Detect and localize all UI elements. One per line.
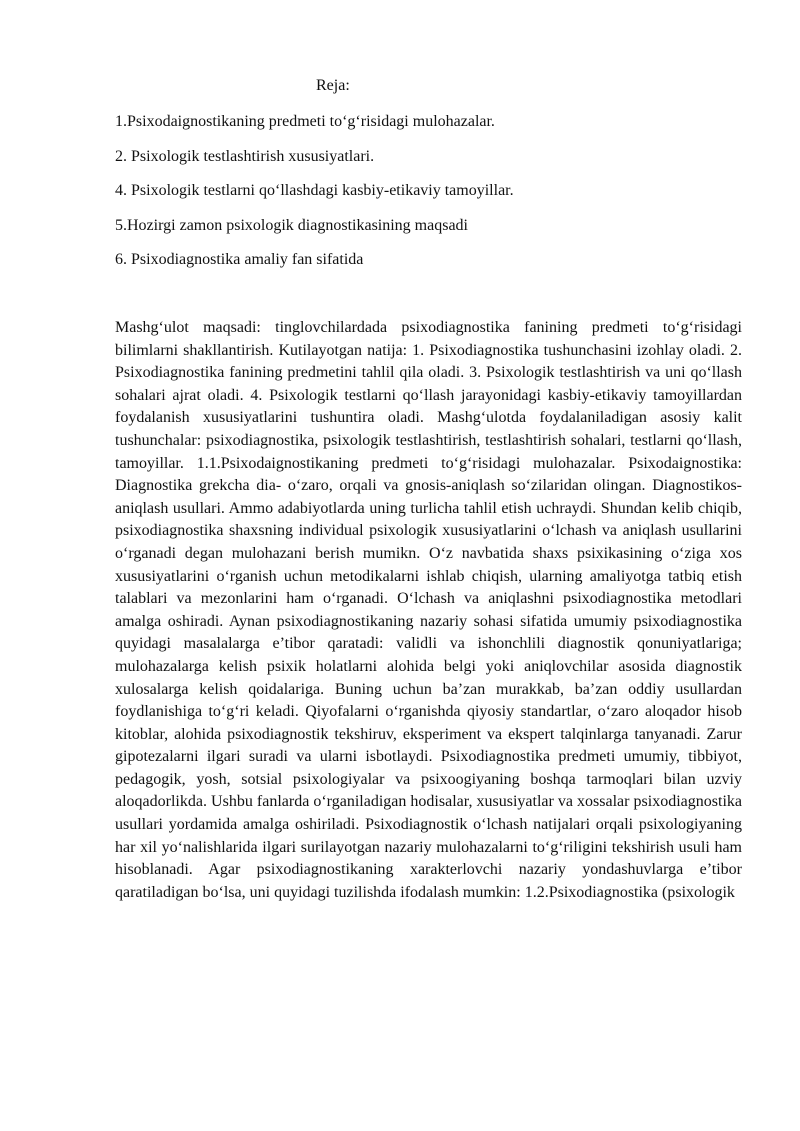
plan-heading: Reja: bbox=[316, 77, 350, 94]
plan-item-5: 5.Hozirgi zamon psixologik diagnostikasining maqsadi bbox=[115, 216, 468, 234]
plan-list bbox=[115, 112, 745, 285]
body-paragraph: Mashg‘ulot maqsadi: tinglovchilardada psixodiagnostika fanining predmeti to‘g‘risidagi bilimlarni shakllantirish. Kutilayotgan natija: 1. Psixodiagnostika tushunchasini izohlay oladi. 2. Psixodiagnostika fanining predmetini tahlil qila oladi. 3. Psixologik testlashtirish va uni qo‘llash sohalari ajrat oladi. 4. Psixologik testlarni qo‘llash jarayonidagi kasbiy-etikaviy tamoyillardan foydalanish xususiyatlarini tushuntira oladi. Mashg‘ulotda foydalaniladigan asosiy kalit tushunchalar: psixodiagnostika, psixologik testlashtirish, testlashtirish sohalari, testlarni qo‘llash, tamoyillar. 1.1.Psixodaignostikaning predmeti to‘g‘risidagi mulohazalar. Psixodaignostika: Diagnostika grekcha dia- o‘zaro, orqali va gnosis-aniqlash so‘zilaridan olingan. Diagnostikos-aniqlash usullari. Ammo adabiyotlarda uning turlicha tahlil etish uchraydi. Shundan kelib chiqib, psixodiagnostika shaxsning individual psixologik xususiyatlarini o‘lchash va aniqlash usullarini o‘rganadi degan mulohazani berish mumikn. O‘z navbatida shaxs psixikasining o‘ziga xos xususiyatlarini o‘rganish uchun metodikalarni ishlab chiqish, ularning amaliyotga tatbiq etish talablari va mezonlarini ham o‘rganadi. O‘lchash va aniqlashni psixodiagnostika metodlari amalga oshiradi. Aynan psixodiagnostikaning nazariy sohasi sifatida umumiy psixodiagnostika quyidagi masalalarga e’tibor qaratadi: validli va ishonchlili diagnostik qonuniyatlariga; mulohazalarga kelish psixik holatlarni alohida belgi yoki aniqlovchilar asosida diagnostik xulosalarga kelish qoidalariga. Buning uchun ba’zan murakkab, ba’zan oddiy usullardan foydlanishiga to‘g‘ri keladi. Qiyofalarni o‘rganishda qiyosiy standartlar, o‘zaro aloqador hisob kitoblar, alohida psixodiagnostik tekshiruv, eksperiment va ekspert talqinlarga tanyanadi. Zarur gipotezalarni ilgari suradi va ularni isbotlaydi. Psixodiagnostika predmeti umumiy, tibbiyot, pedagogik, yosh, sotsial psixologiyalar va psixoogiyaning boshqa tarmoqlari bilan uzviy aloqadorlikda. Ushbu fanlarda o‘rganiladigan hodisalar, xususiyatlar va xossalar psixodiagnostika usullari yordamida amalga oshiriladi. Psixodiagnostik o‘lchash natijalari orqali psixologiyaning har xil yo‘nalishlarida ilgari surilayotgan nazariy mulohazalarni to‘g‘riligini tekshirish usuli ham hisoblanadi. Agar psixodiagnostikaning xarakterlovchi nazariy yondashuvlarga e’tibor qaratiladigan bo‘lsa, uni quyidagi tuzilishda ifodalash mumkin: 1.2.Psixodiagnostika (psixologik bbox=[115, 319, 742, 901]
plan-item-4: 4. Psixologik testlarni qo‘llashdagi kasbiy-etikaviy tamoyillar. bbox=[115, 182, 514, 199]
plan-item-6: 6. Psixodiagnostika amaliy fan sifatida bbox=[115, 251, 364, 268]
plan-item-2: 2. Psixologik testlashtirish xususiyatlari. bbox=[115, 147, 375, 165]
plan-item-1: 1.Psixodaignostikaning predmeti to‘g‘risidagi mulohazalar. bbox=[115, 113, 495, 130]
